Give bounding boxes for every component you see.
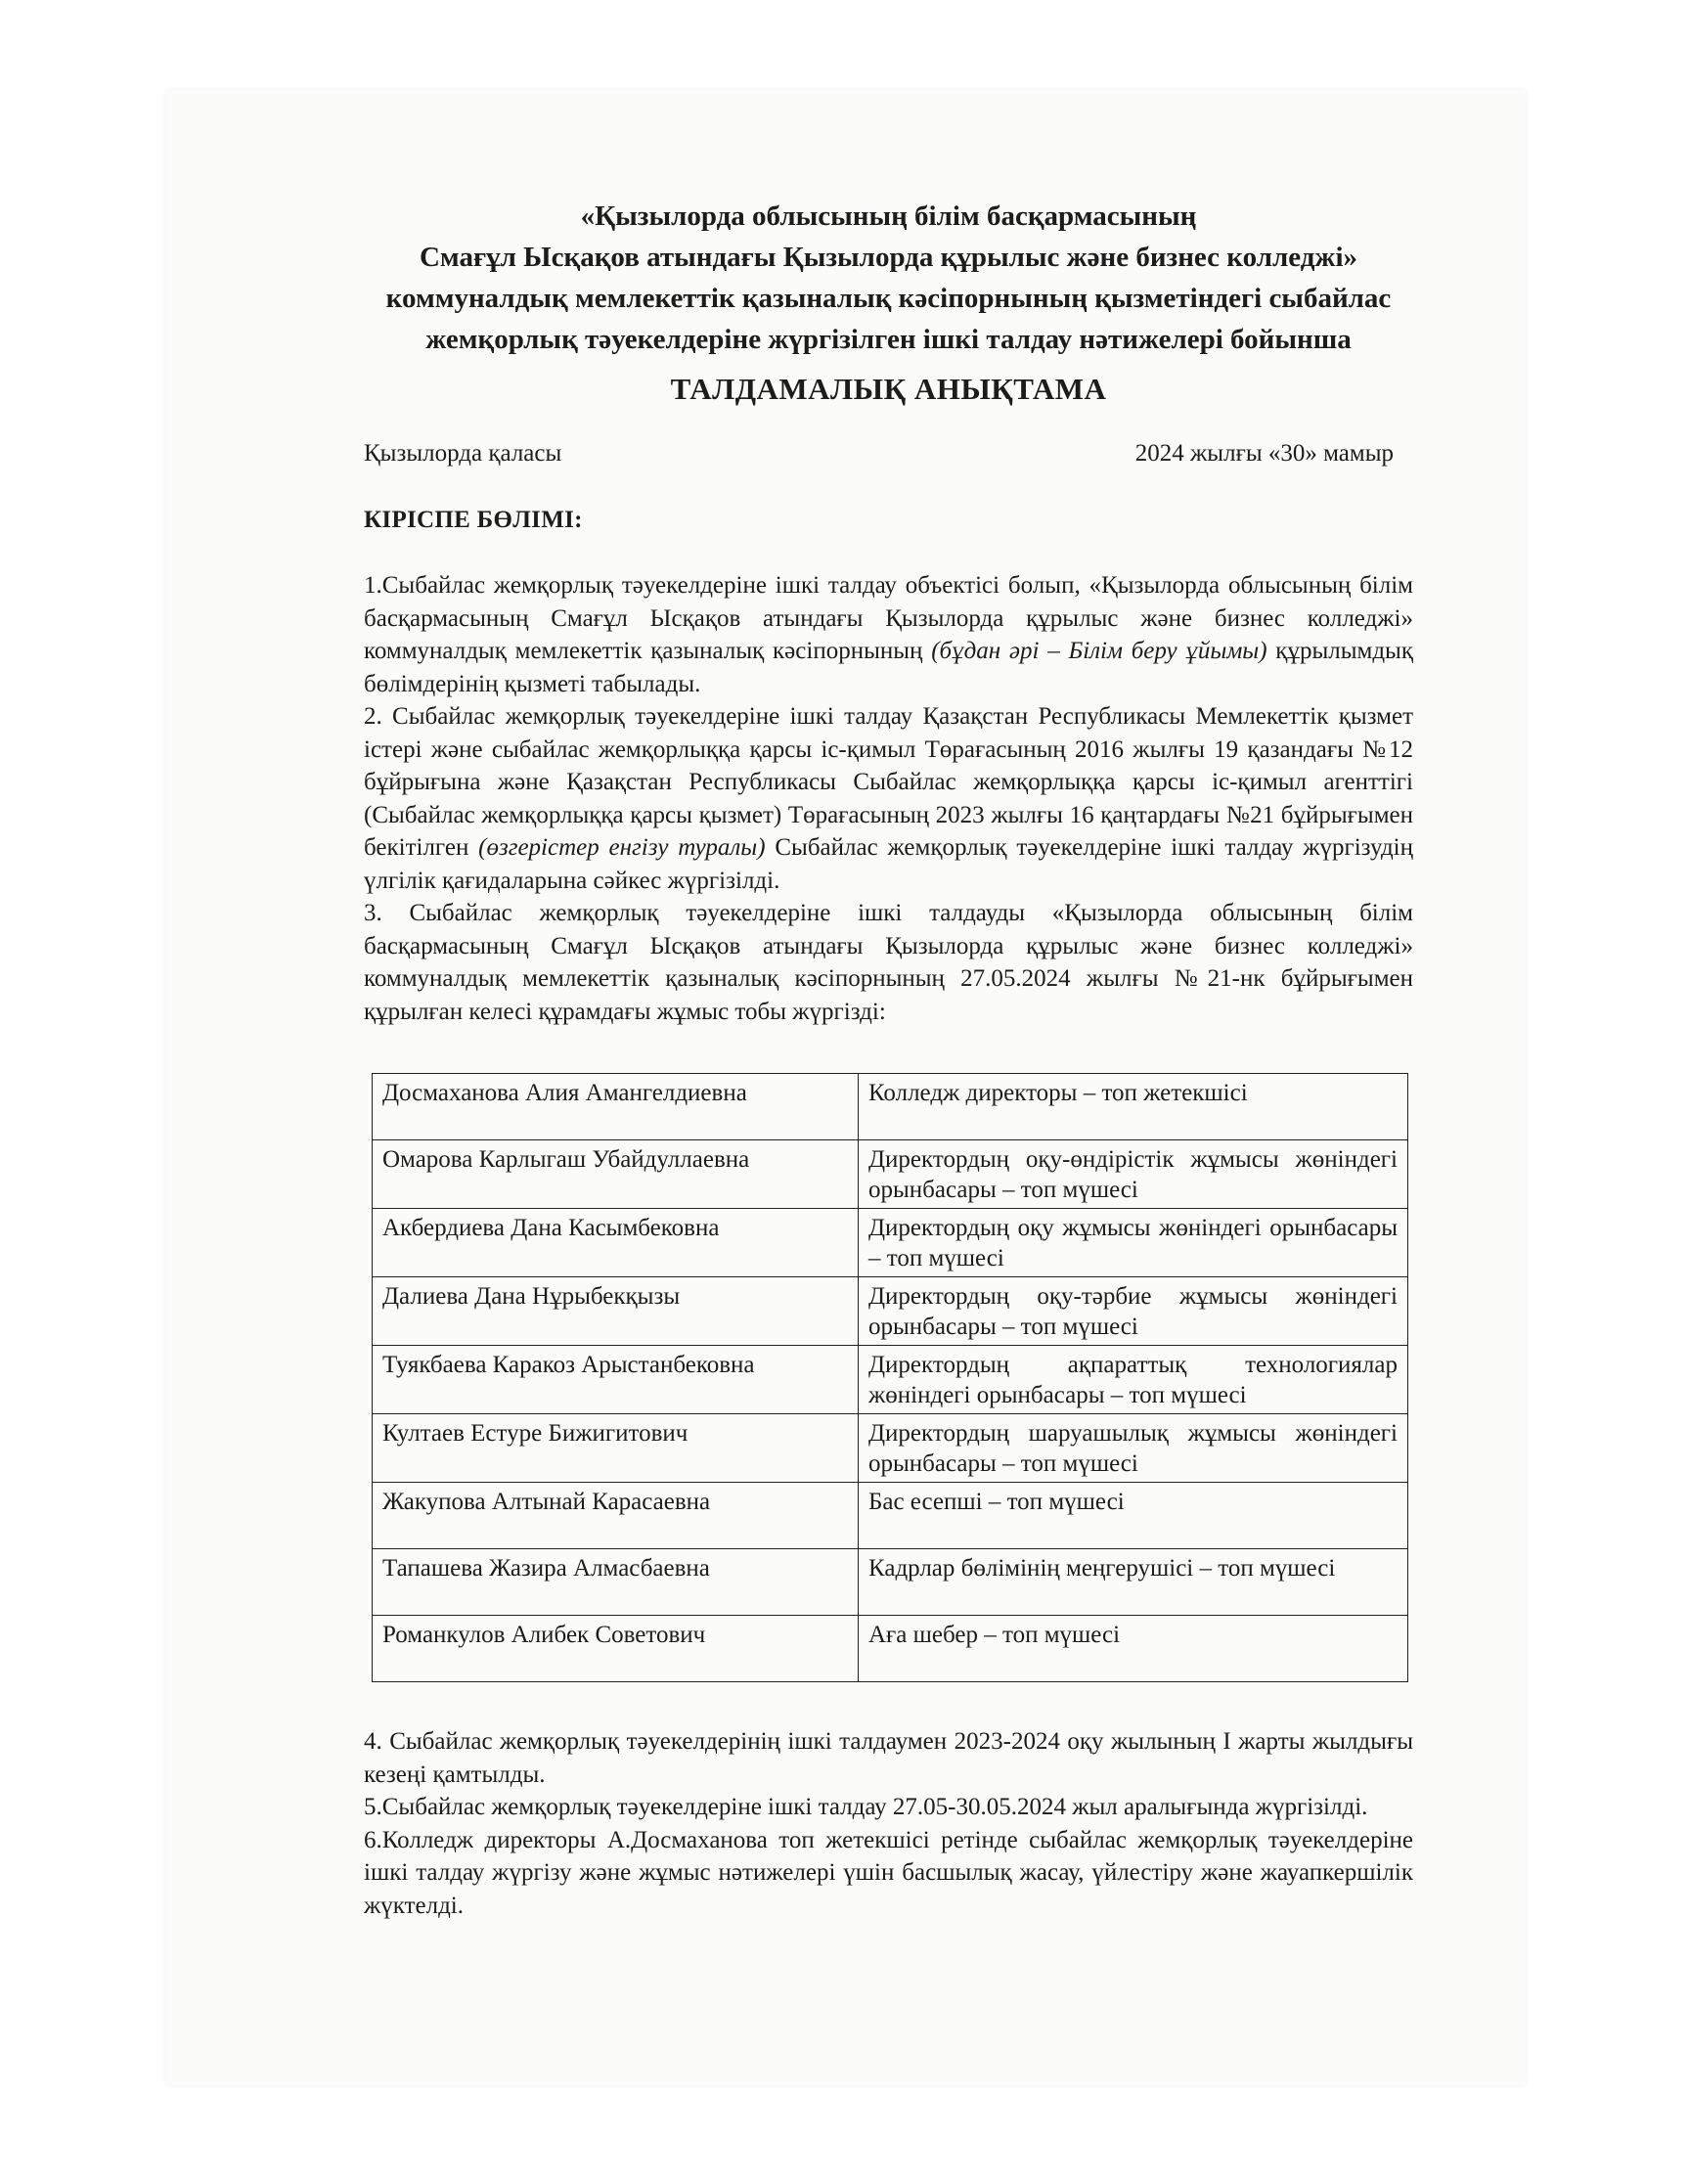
paragraph-italic: (бұдан әрі – Білім беру ұйымы) [931,638,1267,664]
paragraph-text: 1.Сыбайлас жемқорлық тәуекелдеріне ішкі талдау объектісі болып, «Қызылорда облысының білім басқармасының Смағұл Ысқақов атындағы Қызылорда құрылыс және бизнес колледжі» коммуналдық мемлекеттік қазыналық кәсіпорнының [364,572,1413,664]
heading-line: «Қызылорда облысының білім басқармасының [580,201,1197,232]
member-role: Директордың оқу жұмысы жөніндегі орынбасары – топ мүшесі [859,1209,1408,1277]
member-role: Директордың шаруашылық жұмысы жөніндегі орынбасары – топ мүшесі [859,1414,1408,1483]
heading-line: Смағұл Ысқақов атындағы Қызылорда құрылыс және бизнес колледжі» [419,242,1357,273]
member-role: Директордың оқу-өндірістік жұмысы жөніндегі орынбасары – топ мүшесі [859,1140,1408,1209]
table-row [373,1140,1408,1209]
member-name: Акбердиева Дана Касымбековна [373,1209,859,1277]
document-body [364,196,1413,1922]
table-row [373,1346,1408,1414]
paragraph-2 [364,700,1413,897]
working-group-table [372,1073,1408,1682]
closing-paragraphs [364,1725,1413,1922]
member-name: Омарова Карлыгаш Убайдуллаевна [373,1140,859,1209]
paragraph-4: 4. Сыбайлас жемқорлық тәуекелдерінің ішкі талдаумен 2023-2024 оқу жылының І жарты жылдығы кезеңі қамтылды. [364,1728,1413,1788]
table-row [373,1277,1408,1346]
member-name: Туякбаева Каракоз Арыстанбековна [373,1346,859,1414]
paragraph-text: құрылымдық бөлімдерінің қызметі табылады. [364,638,1414,697]
paragraph-italic: (өзгерістер енгізу туралы) [478,834,766,861]
paragraph-1 [364,569,1413,700]
paragraph-5: 5.Сыбайлас жемқорлық тәуекелдеріне ішкі талдау 27.05-30.05.2024 жыл аралығында жүргізілді. [364,1794,1368,1820]
table-row [373,1074,1408,1140]
paragraph-3 [364,897,1413,1028]
place-label: Қызылорда қаласы [364,440,562,467]
member-role: Бас есепші – топ мүшесі [859,1483,1408,1549]
table-row [373,1483,1408,1549]
member-name: Романкулов Алибек Советович [373,1616,859,1682]
table-row [373,1209,1408,1277]
member-name: Тапашева Жазира Алмасбаевна [373,1549,859,1616]
member-role: Директордың оқу-тәрбие жұмысы жөніндегі орынбасары – топ мүшесі [859,1277,1408,1346]
section-title: КІРІСПЕ БӨЛІМІ: [364,507,583,533]
member-name: Досмаханова Алия Амангелдиевна [373,1074,859,1140]
member-role: Директордың ақпараттық технологиялар жөніндегі орынбасары – топ мүшесі [859,1346,1408,1414]
heading-line: коммуналдық мемлекеттік қазыналық кәсіпорнының қызметіндегі сыбайлас [385,283,1392,314]
table-row [373,1414,1408,1483]
heading-line: жемқорлық тәуекелдеріне жүргізілген ішкі талдау нәтижелері бойынша [425,324,1352,355]
paragraph-text: 3. Сыбайлас жемқорлық тәуекелдеріне ішкі талдауды «Қызылорда облысының білім басқармасының Смағұл Ысқақов атындағы Қызылорда құрылыс және бизнес колледжі» коммуналдық мемлекеттік қазыналық кәсіпорнының 27.05.2024 жылғы №21-нк бұйрығымен құрылған келесі құрамдағы жұмыс тобы жүргізді: [364,900,1413,1025]
place-date-row [364,440,1413,468]
member-role: Аға шебер – топ мүшесі [859,1616,1408,1682]
document-type-title: ТАЛДАМАЛЫҚ АНЫҚТАМА [670,372,1107,406]
paragraph-text: 2. Сыбайлас жемқорлық тәуекелдеріне ішкі талдау Қазақстан Республикасы Мемлекеттік қызмет істері және сыбайлас жемқорлыққа қарсы іс-қимыл Төрағасының 2016 жылғы 19 қазандағы №12 бұйрығына және Қазақстан Республикасы Сыбайлас жемқорлыққа қарсы іс-қимыл агенттігі (Сыбайлас жемқорлыққа қарсы қызмет) Төрағасының 2023 жылғы 16 қаңтардағы №21 бұйрығымен бекітілген [364,703,1413,861]
document-heading [305,196,1472,360]
table-row [373,1616,1408,1682]
paragraph-6: 6.Колледж директоры А.Досмаханова топ жетекшісі ретінде сыбайлас жемқорлық тәуекелдеріне ішкі талдау жүргізу және жұмыс нәтижелері үшін басшылық жасау, үйлестіру және жауапкершілік жүктелді. [364,1826,1413,1919]
member-name: Култаев Естуре Бижигитович [373,1414,859,1483]
intro-paragraphs [364,569,1413,1028]
table-row [373,1549,1408,1616]
member-name: Жакупова Алтынай Карасаевна [373,1483,859,1549]
member-name: Далиева Дана Нұрыбекқызы [373,1277,859,1346]
member-role: Колледж директоры – топ жетекшісі [859,1074,1408,1140]
paragraph-text: Сыбайлас жемқорлық тәуекелдеріне ішкі талдау жүргізудің үлгілік қағидаларына сәйкес жүргізілді. [364,834,1414,894]
date-label: 2024 жылғы «30» мамыр [1134,440,1394,467]
member-role: Кадрлар бөлімінің меңгерушісі – топ мүшесі [859,1549,1408,1616]
